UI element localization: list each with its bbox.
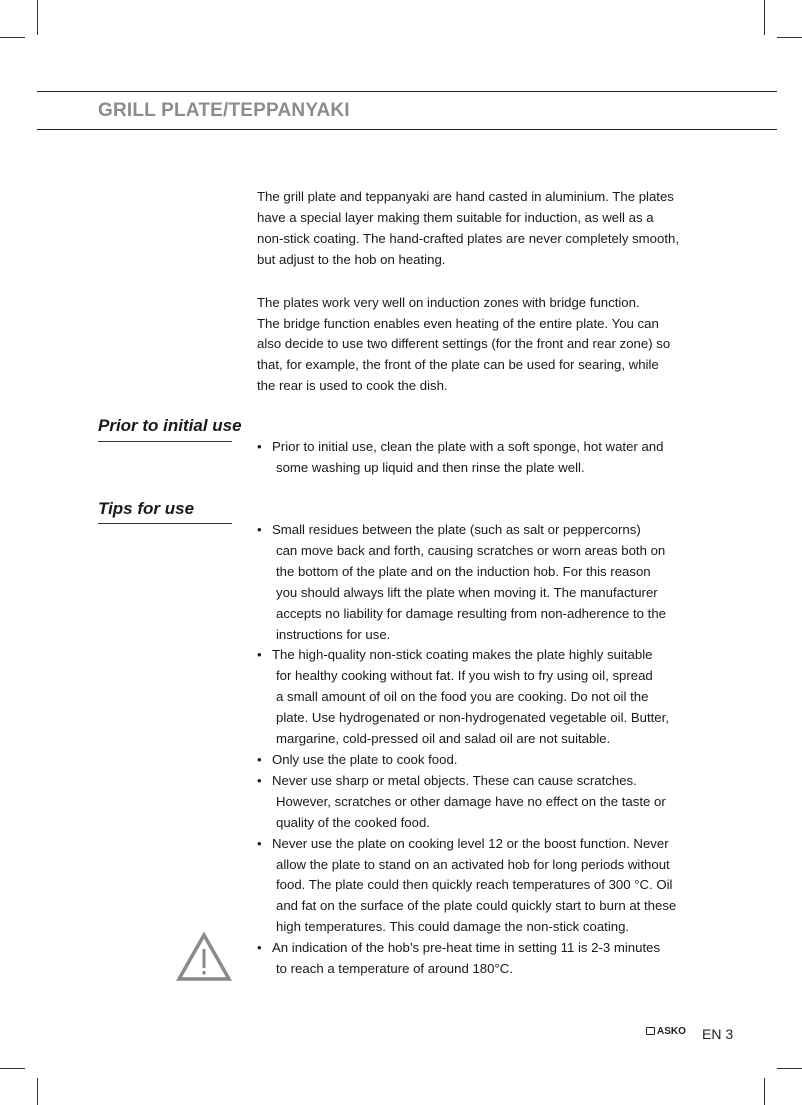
page-title: GRILL PLATE/TEPPANYAKI: [98, 100, 350, 121]
bullet-item: [257, 771, 676, 834]
section-heading-tips-for-use: Tips for use: [98, 499, 195, 518]
paragraph: [257, 293, 679, 398]
page-number: EN 3: [702, 1026, 734, 1042]
section-tips-for-use: [257, 520, 676, 980]
paragraph: [257, 187, 679, 271]
text-line: The grill plate and teppanyaki are hand casted in aluminium. The plates: [257, 189, 674, 204]
text-line: quality of the cooked food.: [276, 814, 430, 830]
text-line: and fat on the surface of the plate could quickly start to burn at these: [276, 898, 677, 914]
crop-mark: [777, 37, 802, 38]
bullet-dot: •: [257, 439, 262, 454]
text-line: the bottom of the plate and on the induction hob. For this reason: [276, 563, 651, 579]
brand-name: ASKO: [657, 1026, 686, 1037]
text-line: you should always lift the plate when moving it. The manufacturer: [276, 584, 658, 600]
bullet-dot: •: [257, 835, 262, 851]
text-line: accepts no liability for damage resulting from non-adherence to the: [276, 605, 666, 621]
bullet-item: [257, 645, 676, 750]
crop-mark: [0, 1068, 25, 1069]
text-line: The bridge function enables even heating of the entire plate. You can: [257, 315, 659, 331]
crop-mark: [777, 1068, 802, 1069]
section-prior-to-initial-use: [257, 437, 663, 479]
text-line: have a special layer making them suitable for induction, as well as a: [257, 209, 654, 225]
text-line: instructions for use.: [276, 626, 391, 642]
text-line: An indication of the hob’s pre-heat time in setting 11 is 2-3 minutes: [272, 940, 661, 956]
section-divider: [98, 523, 232, 524]
bullet-item: [257, 437, 663, 479]
text-line: margarine, cold-pressed oil and salad oil are not suitable.: [276, 731, 611, 747]
text-line: Prior to initial use, clean the plate with a soft sponge, hot water and: [272, 439, 664, 454]
text-line: also decide to use two different settings (for the front and rear zone) so: [257, 336, 671, 352]
bullet-item: [257, 750, 676, 771]
text-line: plate. Use hydrogenated or non-hydrogenated vegetable oil. Butter,: [276, 710, 669, 726]
text-line: high temperatures. This could damage the non-stick coating.: [276, 919, 630, 935]
crop-mark: [37, 0, 38, 35]
intro-text: [257, 187, 679, 397]
bullet-item: [257, 520, 676, 645]
section-heading-prior-to-initial-use: Prior to initial use: [98, 416, 242, 435]
section-divider: [98, 441, 232, 442]
text-line: However, scratches or other damage have no effect on the taste or: [276, 793, 666, 809]
crop-mark: [764, 0, 765, 35]
text-line: can move back and forth, causing scratches or worn areas both on: [276, 542, 666, 558]
bullet-item: [257, 938, 676, 980]
text-line: to reach a temperature of around 180°C.: [276, 961, 513, 977]
warning-triangle-icon: [176, 932, 232, 987]
header-rule-bottom: [37, 129, 777, 130]
text-line: The plates work very well on induction zones with bridge function.: [257, 294, 640, 310]
text-line: Never use sharp or metal objects. These can cause scratches.: [272, 772, 637, 788]
header-rule-top: [37, 91, 777, 92]
crop-mark: [0, 37, 25, 38]
bullet-dot: •: [257, 522, 262, 537]
text-line: Only use the plate to cook food.: [272, 751, 458, 767]
text-line: non-stick coating. The hand-crafted plates are never completely smooth,: [257, 230, 679, 246]
bullet-dot: •: [257, 647, 262, 663]
text-line: The high-quality non-stick coating makes the plate highly suitable: [272, 647, 653, 663]
crop-mark: [37, 1078, 38, 1105]
crop-mark: [764, 1078, 765, 1105]
text-line: food. The plate could then quickly reach temperatures of 300 °C. Oil: [276, 877, 673, 893]
bullet-dot: •: [257, 772, 262, 788]
text-line: Never use the plate on cooking level 12 or the boost function. Never: [272, 835, 669, 851]
text-line: Small residues between the plate (such as salt or peppercorns): [272, 522, 641, 537]
text-line: allow the plate to stand on an activated hob for long periods without: [276, 856, 670, 872]
text-line: some washing up liquid and then rinse the plate well.: [276, 459, 585, 475]
text-line: that, for example, the front of the plate can be used for searing, while: [257, 357, 659, 373]
bullet-dot: •: [257, 751, 262, 767]
text-line: the rear is used to cook the dish.: [257, 378, 448, 394]
text-line: but adjust to the hob on heating.: [257, 251, 446, 267]
bullet-dot: •: [257, 940, 262, 956]
bullet-item: [257, 834, 676, 939]
text-line: for healthy cooking without fat. If you wish to fry using oil, spread: [276, 668, 653, 684]
asko-logo: [646, 1026, 686, 1037]
text-line: a small amount of oil on the food you are cooking. Do not oil the: [276, 689, 649, 705]
